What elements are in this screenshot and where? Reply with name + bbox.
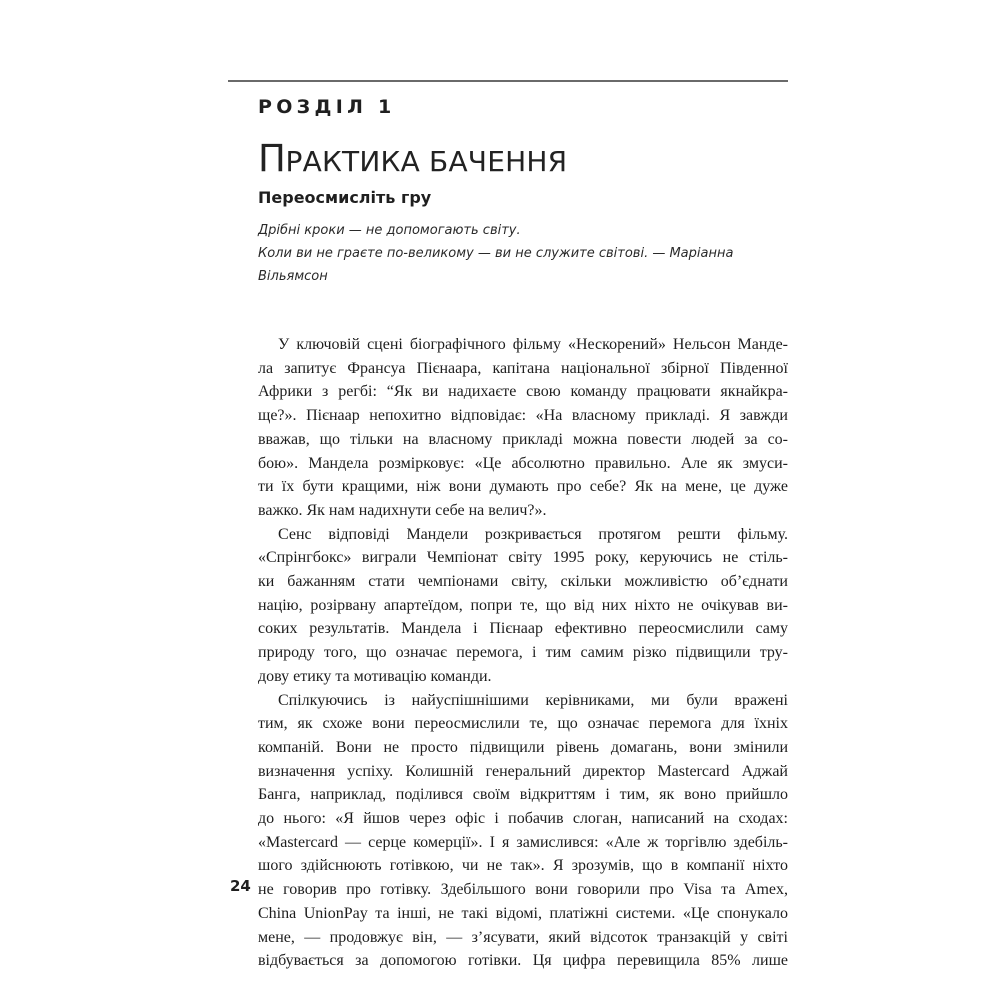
body-line: ла запитує Франсуа Пієнаара, капітана національної збірної Південної [258, 359, 788, 377]
chapter-title-initial: П [258, 137, 286, 180]
body-line: Спілкуючись із найуспішнішими керівниками, ми були вражені [278, 691, 788, 709]
chapter-subtitle: Переосмисліть гру [258, 188, 432, 207]
body-line: націю, розірвану апартеїдом, попри те, що від них ніхто не очікував ви- [258, 596, 788, 614]
body-line: мене, — продовжує він, — з’ясувати, який відсоток транзакцій у світі [258, 928, 788, 946]
body-line: природу того, що означає перемога, і тим самим різко підвищили тру- [258, 644, 788, 662]
body-line: шого здійснюють готівкою, чи не так». Я зрозумів, що в компанії ніхто [258, 857, 788, 875]
body-line: компаній. Вони не просто підвищили рівень домагань, вони змінили [258, 738, 788, 756]
body-line: Африки з регбі: “Як ви надихаєте свою команду працювати якнайкра- [258, 383, 788, 401]
body-line: «Mastercard — серце комерції». І я замислився: «Але ж торгівлю здебіль- [258, 833, 788, 851]
top-rule-divider [228, 80, 788, 82]
body-text [258, 333, 788, 973]
body-line: соких результатів. Мандела і Пієнаар ефективно переосмислили саму [258, 620, 788, 638]
section-label: РОЗДІЛ 1 [258, 96, 396, 118]
epigraph [258, 219, 778, 288]
body-line: Банга, наприклад, поділився своїм відкриттям і тим, як воно прийшло [258, 786, 788, 804]
body-line: вважав, що тільки на власному прикладі можна повести людей за со- [258, 430, 788, 448]
epigraph-line: Дрібні кроки — не допомогають світу. [258, 223, 521, 238]
body-line: ти їх бути кращими, ніж вони думають про себе? Як на мене, це дуже [258, 478, 788, 496]
body-line: Сенс відповіді Мандели розкривається протягом решти фільму. [278, 525, 788, 543]
body-line: дову етику та мотивацію команди. [258, 667, 492, 685]
body-line: China UnionPay та інші, не такі відомі, платіжні системи. «Це спонукало [258, 904, 788, 922]
page-number: 24 [230, 877, 251, 895]
body-line: ки бажанням стати чемпіонами світу, скільки можливістю об’єднати [258, 573, 788, 591]
chapter-title-rest: РАКТИКА БАЧЕННЯ [285, 145, 568, 178]
body-line: бою». Мандела розмірковує: «Це абсолютно правильно. Але як змуси- [258, 454, 788, 472]
body-line: важко. Як нам надихнути себе на велич?». [258, 501, 547, 519]
body-line: У ключовій сцені біографічного фільму «Нескорений» Нельсон Манде- [278, 336, 788, 353]
body-line: до нього: «Я йшов через офіс і побачив слоган, написаний на сходах: [258, 810, 788, 828]
epigraph-line: Коли ви не граєте по-великому — ви не служите світові. — Маріанна [258, 246, 734, 261]
body-line: ще?». Пієнаар непохитно відповідає: «На власному прикладі. Я завжди [258, 407, 788, 425]
epigraph-line: Вільямсон [258, 269, 328, 284]
body-line: визначення успіху. Колишній генеральний директор Mastercard Аджай [258, 762, 788, 780]
body-line: відбувається за допомогою готівки. Ця цифра перевищила 85% лише [258, 952, 788, 970]
body-line: не говорив про готівку. Здебільшого вони говорили про Visa та Amex, [258, 881, 788, 899]
body-line: тим, як схоже вони переосмислили те, що означає перемога для їхніх [258, 715, 788, 733]
chapter-title [258, 137, 567, 184]
body-line: «Спрінгбокс» виграли Чемпіонат світу 1995 року, керуючись не стіль- [258, 549, 788, 567]
